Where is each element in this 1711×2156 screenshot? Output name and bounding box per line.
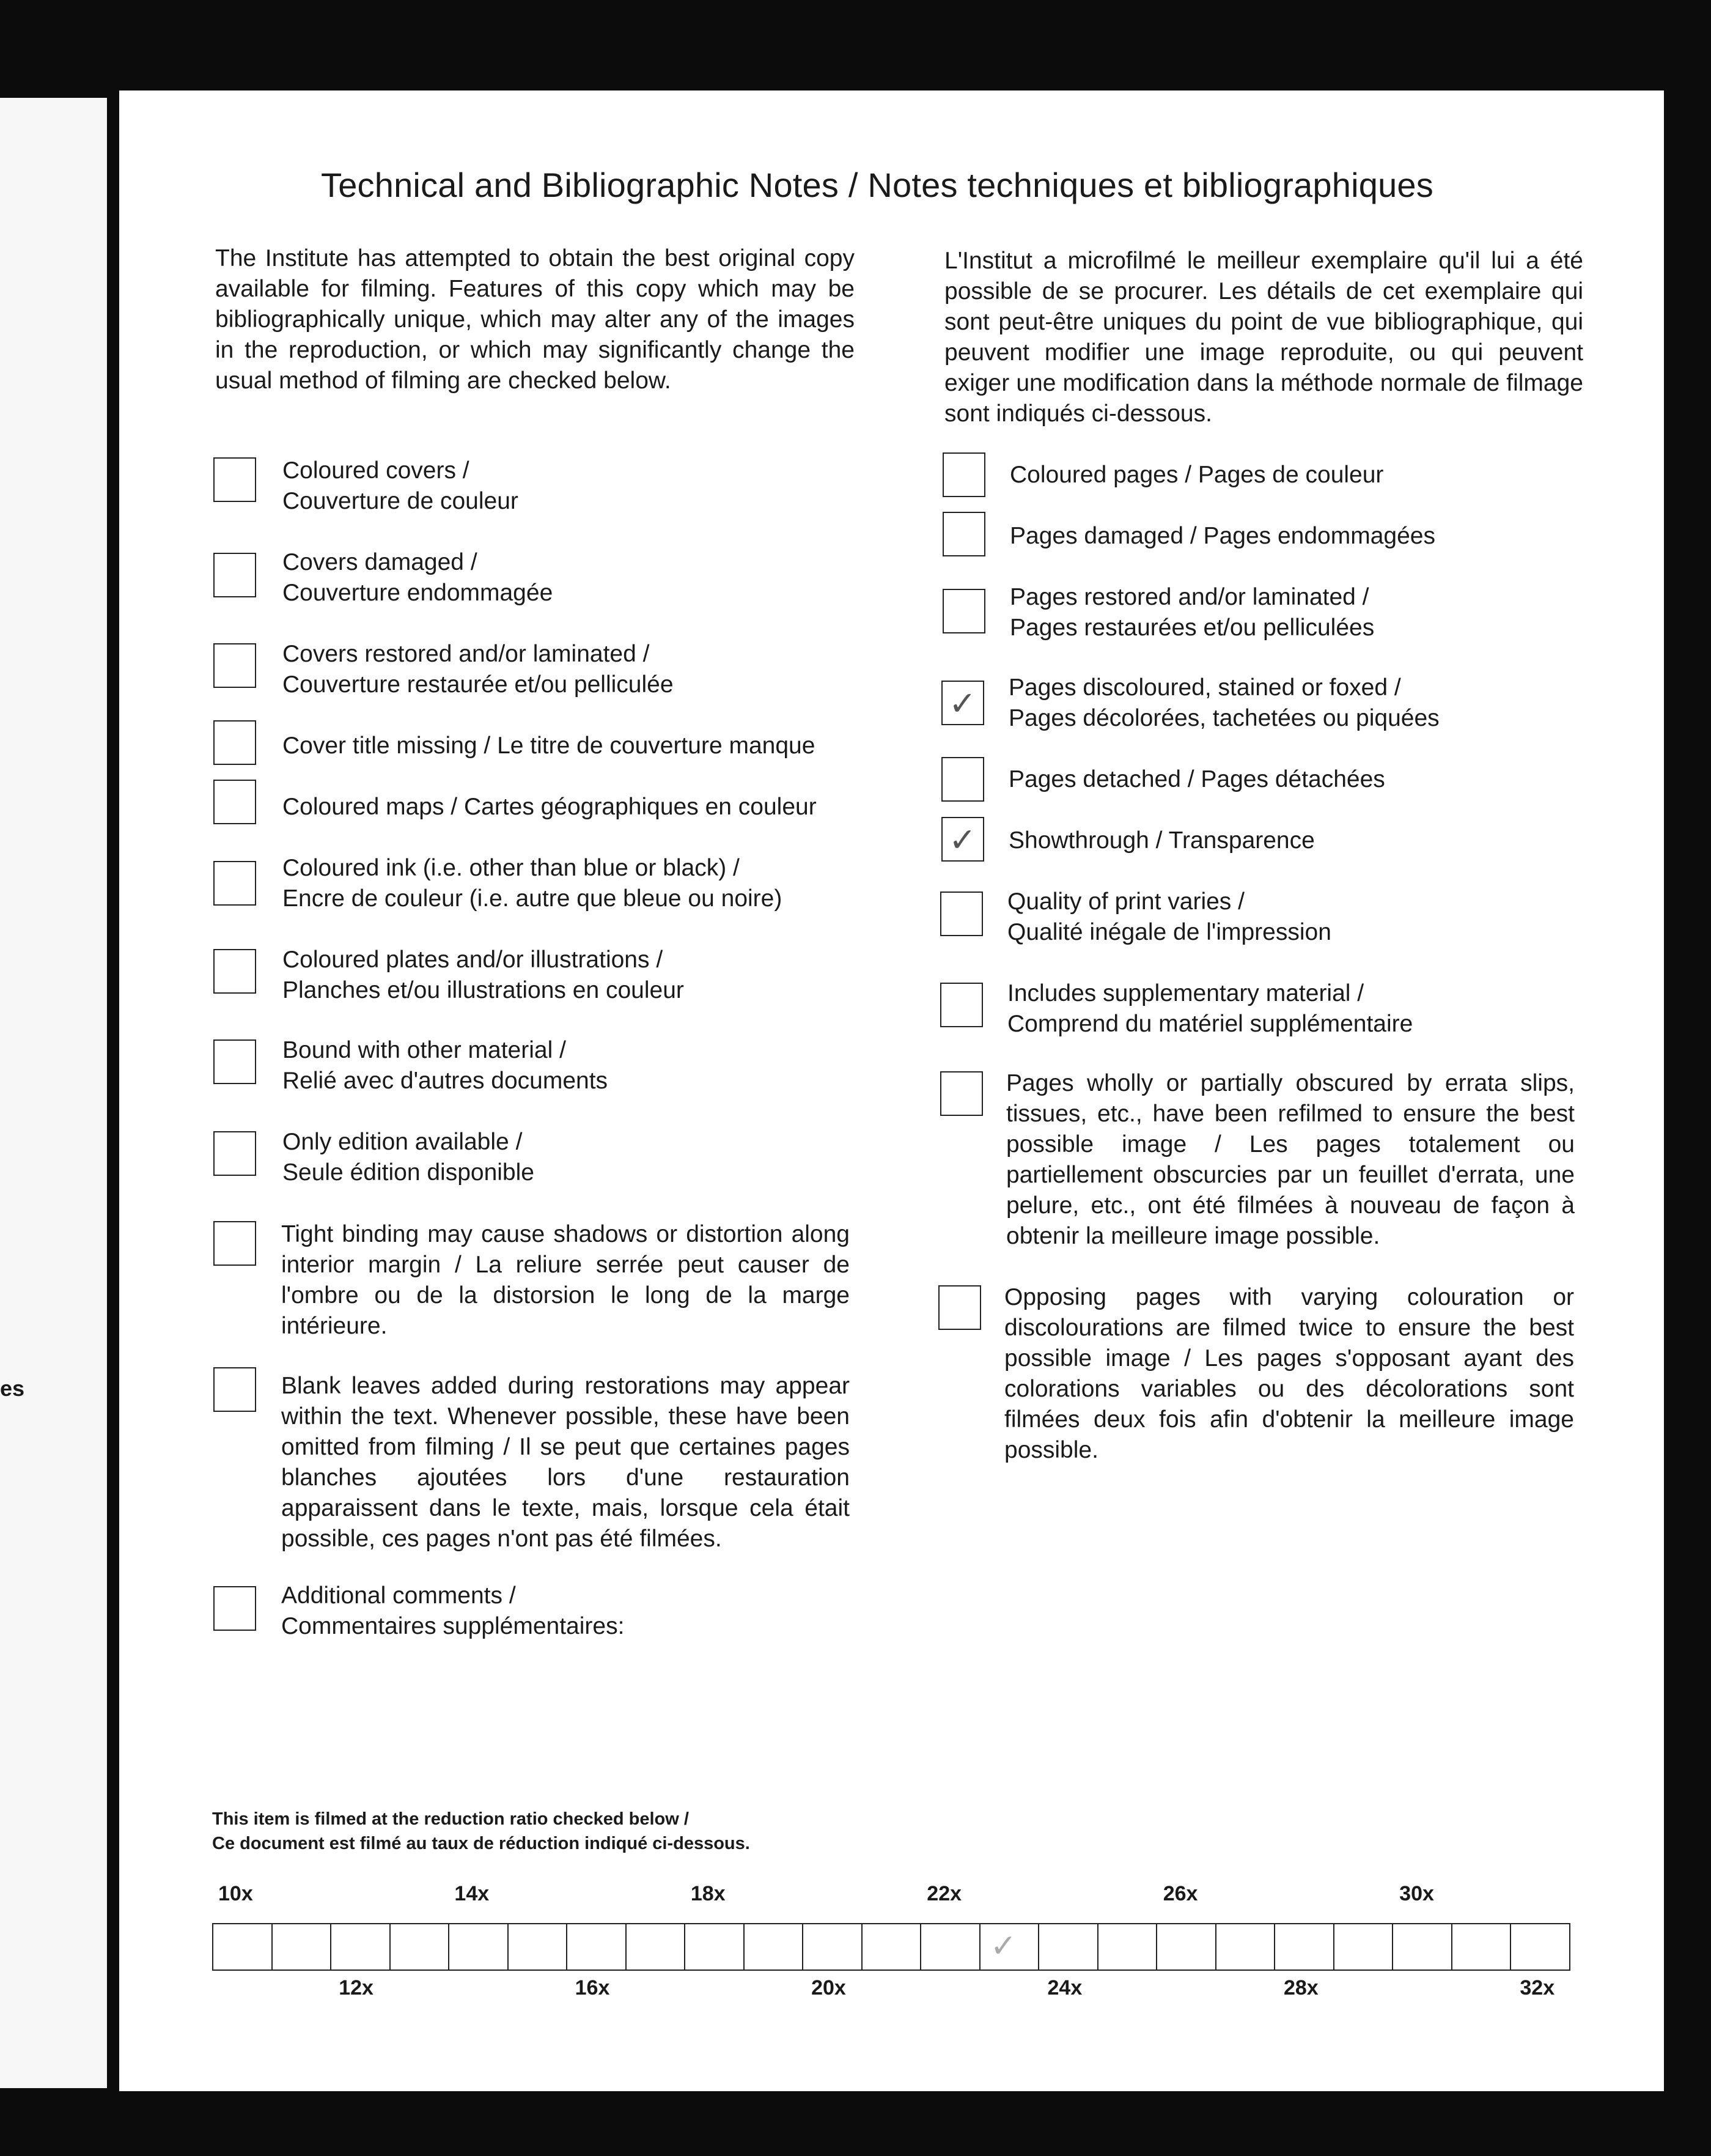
label-additional-comments: Additional comments / Commentaires supplémentaires:: [281, 1582, 625, 1639]
checkbox-pages-restored[interactable]: [943, 589, 985, 633]
ratio-cell[interactable]: [331, 1924, 391, 1970]
ratio-tick-label: 14x: [454, 1882, 490, 1905]
ratio-cell[interactable]: [1216, 1924, 1276, 1970]
ratio-tick-label: 26x: [1163, 1882, 1198, 1905]
label-tight-binding: Tight binding may cause shadows or distortion along interior margin / La reliure serrée peut causer de l'ombre ou de la distorsion le long de la marge intérieure.: [281, 1221, 850, 1339]
ratio-tick-label: 18x: [690, 1882, 726, 1905]
film-frame-top: [0, 0, 1711, 95]
adjacent-page-strip: [0, 98, 107, 2088]
ratio-tick-label: 24x: [1047, 1976, 1083, 1999]
checkbox-supplementary-material[interactable]: [940, 983, 983, 1027]
checkbox-quality-of-print[interactable]: [940, 892, 983, 936]
ratio-cell[interactable]: [803, 1924, 863, 1970]
ratio-cell[interactable]: [273, 1924, 332, 1970]
ratio-cell[interactable]: [863, 1924, 922, 1970]
checkbox-tight-binding[interactable]: [213, 1221, 256, 1266]
label-pages-discoloured: Pages discoloured, stained or foxed / Pages décolorées, tachetées ou piquées: [1009, 674, 1440, 731]
ratio-cell[interactable]: [567, 1924, 627, 1970]
adjacent-page-text: es: [0, 1376, 25, 1401]
film-frame-bottom: [0, 2091, 1711, 2156]
label-bound-with: Bound with other material / Relié avec d'autres documents: [282, 1037, 608, 1094]
checkbox-bound-with[interactable]: [213, 1039, 256, 1084]
label-showthrough: Showthrough / Transparence: [1009, 827, 1315, 854]
label-coloured-covers: Coloured covers / Couverture de couleur: [282, 457, 518, 514]
ratio-tick-label: 20x: [811, 1976, 846, 1999]
label-covers-restored: Covers restored and/or laminated / Couverture restaurée et/ou pelliculée: [282, 641, 674, 698]
ratio-cell[interactable]: [213, 1924, 273, 1970]
checkbox-covers-restored[interactable]: [213, 643, 256, 688]
ratio-tick-label: 16x: [575, 1976, 610, 1999]
checkbox-coloured-plates[interactable]: [213, 949, 256, 994]
checkbox-pages-damaged[interactable]: [943, 512, 985, 556]
ratio-tick-label: 32x: [1520, 1976, 1555, 1999]
ratio-cell[interactable]: [449, 1924, 509, 1970]
label-pages-detached: Pages detached / Pages détachées: [1009, 766, 1385, 792]
ratio-cell[interactable]: [981, 1924, 1040, 1970]
checkbox-additional-comments[interactable]: [213, 1586, 256, 1631]
ratio-cell[interactable]: [1275, 1924, 1334, 1970]
ratio-cell[interactable]: [1511, 1924, 1569, 1970]
film-frame-right: [1664, 0, 1711, 2156]
checkbox-only-edition[interactable]: [213, 1131, 256, 1176]
label-coloured-plates: Coloured plates and/or illustrations / Planches et/ou illustrations en couleur: [282, 947, 684, 1003]
checkbox-pages-detached[interactable]: [941, 757, 984, 802]
intro-english: The Institute has attempted to obtain the best original copy available for filming. Features of this copy which may be bibliographically unique, which may alter any of the images in the reproduction, or which may significantly change the usual method of filming are checked below.: [215, 245, 855, 394]
label-pages-damaged: Pages damaged / Pages endommagées: [1010, 523, 1435, 549]
checkbox-showthrough[interactable]: [941, 817, 984, 862]
ratio-cell[interactable]: [627, 1924, 686, 1970]
label-quality-of-print: Quality of print varies / Qualité inégale de l'impression: [1007, 888, 1331, 945]
ratio-cell[interactable]: [1157, 1924, 1216, 1970]
reduction-ratio-scale: [212, 1923, 1570, 1971]
checkbox-coloured-covers[interactable]: [213, 457, 256, 502]
checkbox-covers-damaged[interactable]: [213, 553, 256, 597]
checkbox-blank-leaves[interactable]: [213, 1367, 256, 1412]
label-coloured-maps: Coloured maps / Cartes géographiques en couleur: [282, 794, 817, 820]
checkbox-cover-title-missing[interactable]: [213, 720, 256, 765]
ratio-cell[interactable]: [1334, 1924, 1394, 1970]
label-pages-restored: Pages restored and/or laminated / Pages restaurées et/ou pelliculées: [1010, 584, 1375, 641]
ratio-cell[interactable]: [1098, 1924, 1158, 1970]
ratio-tick-label: 30x: [1399, 1882, 1434, 1905]
checkbox-coloured-ink[interactable]: [213, 861, 256, 906]
ratio-cell[interactable]: [1393, 1924, 1452, 1970]
check-mark-icon: ✓: [949, 685, 977, 722]
label-opposing-pages: Opposing pages with varying colouration or discolourations are filmed twice to ensure the best possible image / Les pages s'opposant ayant des colorations variables ou des décolorations sont filmées deux fois afin d'obtenir la meilleure image possible.: [1004, 1284, 1574, 1463]
ratio-tick-label: 10x: [218, 1882, 253, 1905]
ratio-cell[interactable]: [745, 1924, 804, 1970]
check-mark-icon: ✓: [990, 1929, 1017, 1964]
checkbox-pages-obscured[interactable]: [940, 1071, 983, 1116]
ratio-cell[interactable]: [685, 1924, 745, 1970]
label-only-edition: Only edition available / Seule édition disponible: [282, 1129, 534, 1186]
ratio-tick-label: 12x: [339, 1976, 373, 1999]
check-mark-icon: ✓: [949, 822, 977, 858]
ratio-cell[interactable]: [1039, 1924, 1098, 1970]
label-cover-title-missing: Cover title missing / Le titre de couverture manque: [282, 733, 815, 759]
intro-french: L'Institut a microfilmé le meilleur exemplaire qu'il lui a été possible de se procurer. Les détails de cet exemplaire qui sont peut-être uniques du point de vue bibliographique, qui peuvent modifier une image reproduite, ou qui peuvent exiger une modification dans la méthode normale de filmage sont indiqués ci-dessous.: [944, 248, 1583, 427]
ratio-tick-label: 28x: [1283, 1976, 1319, 1999]
ratio-tick-label: 22x: [927, 1882, 962, 1905]
checkbox-coloured-pages[interactable]: [943, 452, 985, 497]
checkbox-pages-discoloured[interactable]: [941, 681, 984, 725]
ratio-cell[interactable]: [391, 1924, 450, 1970]
label-pages-obscured: Pages wholly or partially obscured by errata slips, tissues, etc., have been refilmed to ensure the best possible image / Les pages totalement ou partiellement obscurcies par un feuillet d'errata, une pelure, etc., ont été filmées à nouveau de façon à obtenir la meilleure image possible.: [1006, 1070, 1575, 1249]
label-supplementary-material: Includes supplementary material / Comprend du matériel supplémentaire: [1007, 980, 1413, 1037]
reduction-ratio-caption: This item is filmed at the reduction ratio checked below / Ce document est filmé au taux de réduction indiqué ci-dessous.: [212, 1809, 750, 1853]
checkbox-opposing-pages[interactable]: [938, 1285, 981, 1330]
checkbox-coloured-maps[interactable]: [213, 780, 256, 824]
ratio-cell[interactable]: [921, 1924, 981, 1970]
label-coloured-ink: Coloured ink (i.e. other than blue or black) / Encre de couleur (i.e. autre que bleue ou noire): [282, 855, 782, 912]
ratio-cell[interactable]: [1452, 1924, 1512, 1970]
page-title: Technical and Bibliographic Notes / Notes techniques et bibliographiques: [321, 166, 1433, 204]
label-blank-leaves: Blank leaves added during restorations may appear within the text. Whenever possible, these have been omitted from filming / Il se peut que certaines pages blanches ajoutées lors d'une restauration apparaissent dans le texte, mais, lorsque cela était possible, ces pages n'ont pas été filmées.: [281, 1373, 850, 1552]
label-coloured-pages: Coloured pages / Pages de couleur: [1010, 462, 1384, 488]
ratio-cell[interactable]: [509, 1924, 568, 1970]
label-covers-damaged: Covers damaged / Couverture endommagée: [282, 549, 553, 606]
